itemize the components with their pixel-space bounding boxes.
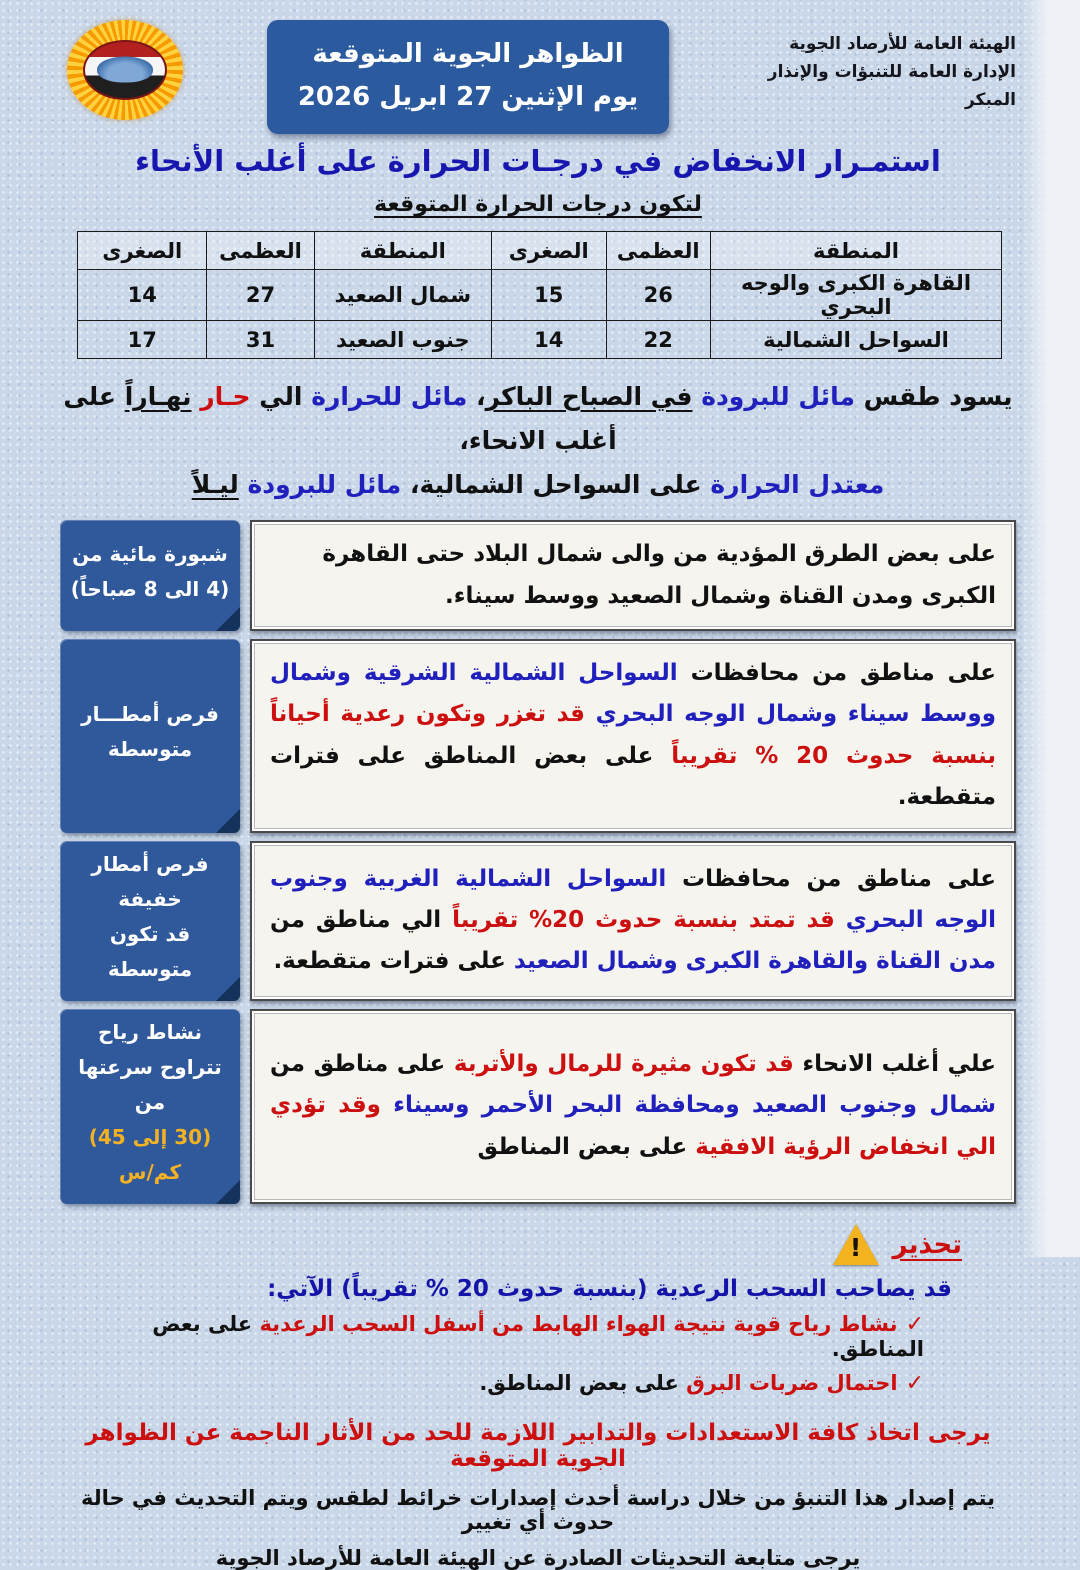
organization-text: [746, 16, 1016, 114]
warning-section: [60, 1224, 1016, 1396]
header-region: المنطقة: [314, 232, 491, 270]
footer: [60, 1420, 1016, 1570]
tag-line: شبورة مائية من: [72, 541, 228, 566]
header-max: العظمى: [207, 232, 314, 270]
mountain-icon: [97, 56, 153, 82]
light-rain-tag: [60, 841, 240, 1001]
check-icon: ✓: [905, 1311, 924, 1337]
fog-section: [60, 520, 1016, 631]
moderate-rain-section: [60, 639, 1016, 833]
tag-line: تتراوح سرعتها من: [78, 1054, 222, 1114]
main-headline: استمـرار الانخفاض في درجـات الحرارة على أغلب الأنحاء: [135, 144, 941, 178]
fog-tag: [60, 520, 240, 631]
flag-emblem-icon: [83, 40, 167, 100]
fog-description: على بعض الطرق المؤدية من والى شمال البلاد حتى القاهرة الكبرى ومدن القناة وشمال الصعيد ووسط سيناء.: [250, 520, 1016, 631]
wind-tag: [60, 1009, 240, 1204]
title-box: [267, 20, 669, 134]
header-min: الصغرى: [491, 232, 606, 270]
table-row: [78, 270, 1002, 321]
min-temp: 14: [78, 270, 207, 321]
max-temp: 31: [207, 321, 314, 359]
summary-line-1: يسود طقس مائل للبرودة في الصباح الباكر، مائل للحرارة الي حـار نهـاراً على أغلب الانحاء،: [63, 382, 1013, 455]
moderate-rain-tag: [60, 639, 240, 833]
check-icon: ✓: [905, 1370, 924, 1396]
warning-header: [60, 1224, 962, 1266]
region-name: شمال الصعيد: [314, 270, 491, 321]
warning-intro: قد يصاحب السحب الرعدية (بنسبة حدوث 20 % تقريباً) الآتي:: [267, 1275, 952, 1302]
max-temp: 27: [207, 270, 314, 321]
tag-line: فرص أمطـــار: [81, 701, 219, 726]
max-temp: 26: [606, 270, 710, 321]
light-rain-description: على مناطق من محافظات السواحل الشمالية الغربية وجنوب الوجه البحري قد تمتد بنسبة حدوث 20% تقريباً الي مناطق من مدن القناة والقاهرة الكبرى وشمال الصعيد على فترات متقطعة.: [250, 841, 1016, 1001]
summary-line-2: معتدل الحرارة على السواحل الشمالية، مائل للبرودة ليـلاً: [191, 469, 885, 499]
region-name: القاهرة الكبرى والوجه البحري: [710, 270, 1001, 321]
table-header-row: [78, 232, 1002, 270]
tag-line: قد تكون متوسطة: [107, 921, 193, 981]
tag-line: (4 الى 8 صباحاً): [70, 576, 230, 601]
bulletin-title: الظواهر الجوية المتوقعة: [312, 39, 624, 69]
warning-title: تحذير: [892, 1229, 962, 1260]
min-temp: 14: [491, 321, 606, 359]
tag-line: نشاط رياح: [97, 1019, 203, 1044]
org-name: الهيئة العامة للأرصاد الجوية: [789, 34, 1016, 54]
tag-line: فرص أمطار خفيفة: [91, 851, 209, 911]
sun-rays-icon: [67, 20, 183, 120]
tag-line: متوسطة: [107, 736, 193, 761]
wind-section: [60, 1009, 1016, 1204]
warning-item: ✓نشاط رياح قوية نتيجة الهواء الهابط من أسفل السحب الرعدية على بعض المناطق.: [152, 1311, 924, 1361]
warning-item: ✓احتمال ضربات البرق على بعض المناطق.: [479, 1370, 924, 1396]
header: [60, 16, 1016, 136]
forecast-method-note: يتم إصدار هذا التنبؤ من خلال دراسة أحدث إصدارات خرائط لطقس ويتم التحديث في حالة حدوث أي تغيير: [80, 1485, 996, 1534]
light-rain-section: [60, 841, 1016, 1001]
precautions-notice: يرجى اتخاذ كافة الاستعدادات والتدابير اللازمة للحد من الأثار الناجمة عن الظواهر الجوية المتوقعة: [85, 1419, 991, 1472]
region-name: السواحل الشمالية: [710, 321, 1001, 359]
moderate-rain-description: على مناطق من محافظات السواحل الشمالية الشرقية وشمال ووسط سيناء وشمال الوجه البحري قد تغزر وتكون رعدية أحياناً بنسبة حدوث 20 % تقريباً على بعض المناطق على فترات متقطعة.: [250, 639, 1016, 833]
table-subtitle: لتكون درجات الحرارة المتوقعة: [374, 192, 702, 217]
bulletin-date: يوم الإثنين 27 ابريل 2026: [297, 81, 639, 112]
wind-speed-range: (30 إلى 45) كم/س: [88, 1124, 212, 1184]
header-max: العظمى: [606, 232, 710, 270]
org-department: الإدارة العامة للتنبؤات والإنذار المبكر: [767, 62, 1016, 111]
wind-description: علي أغلب الانحاء قد تكون مثيرة للرمال والأتربة على مناطق من شمال وجنوب الصعيد ومحافظة البحر الأحمر وسيناء وقد تؤدي الي انخفاض الرؤية الافقية على بعض المناطق: [250, 1009, 1016, 1204]
max-temp: 22: [606, 321, 710, 359]
authority-logo-icon: [60, 16, 190, 124]
warning-triangle-icon: !: [833, 1224, 879, 1266]
table-row: [78, 321, 1002, 359]
region-name: جنوب الصعيد: [314, 321, 491, 359]
header-region: المنطقة: [710, 232, 1001, 270]
min-temp: 15: [491, 270, 606, 321]
temperature-table: [77, 231, 1002, 359]
weather-summary: [60, 375, 1016, 506]
updates-note: يرجى متابعة التحديثات الصادرة عن الهيئة العامة للأرصاد الجوية: [215, 1545, 861, 1570]
header-min: الصغرى: [78, 232, 207, 270]
min-temp: 17: [78, 321, 207, 359]
